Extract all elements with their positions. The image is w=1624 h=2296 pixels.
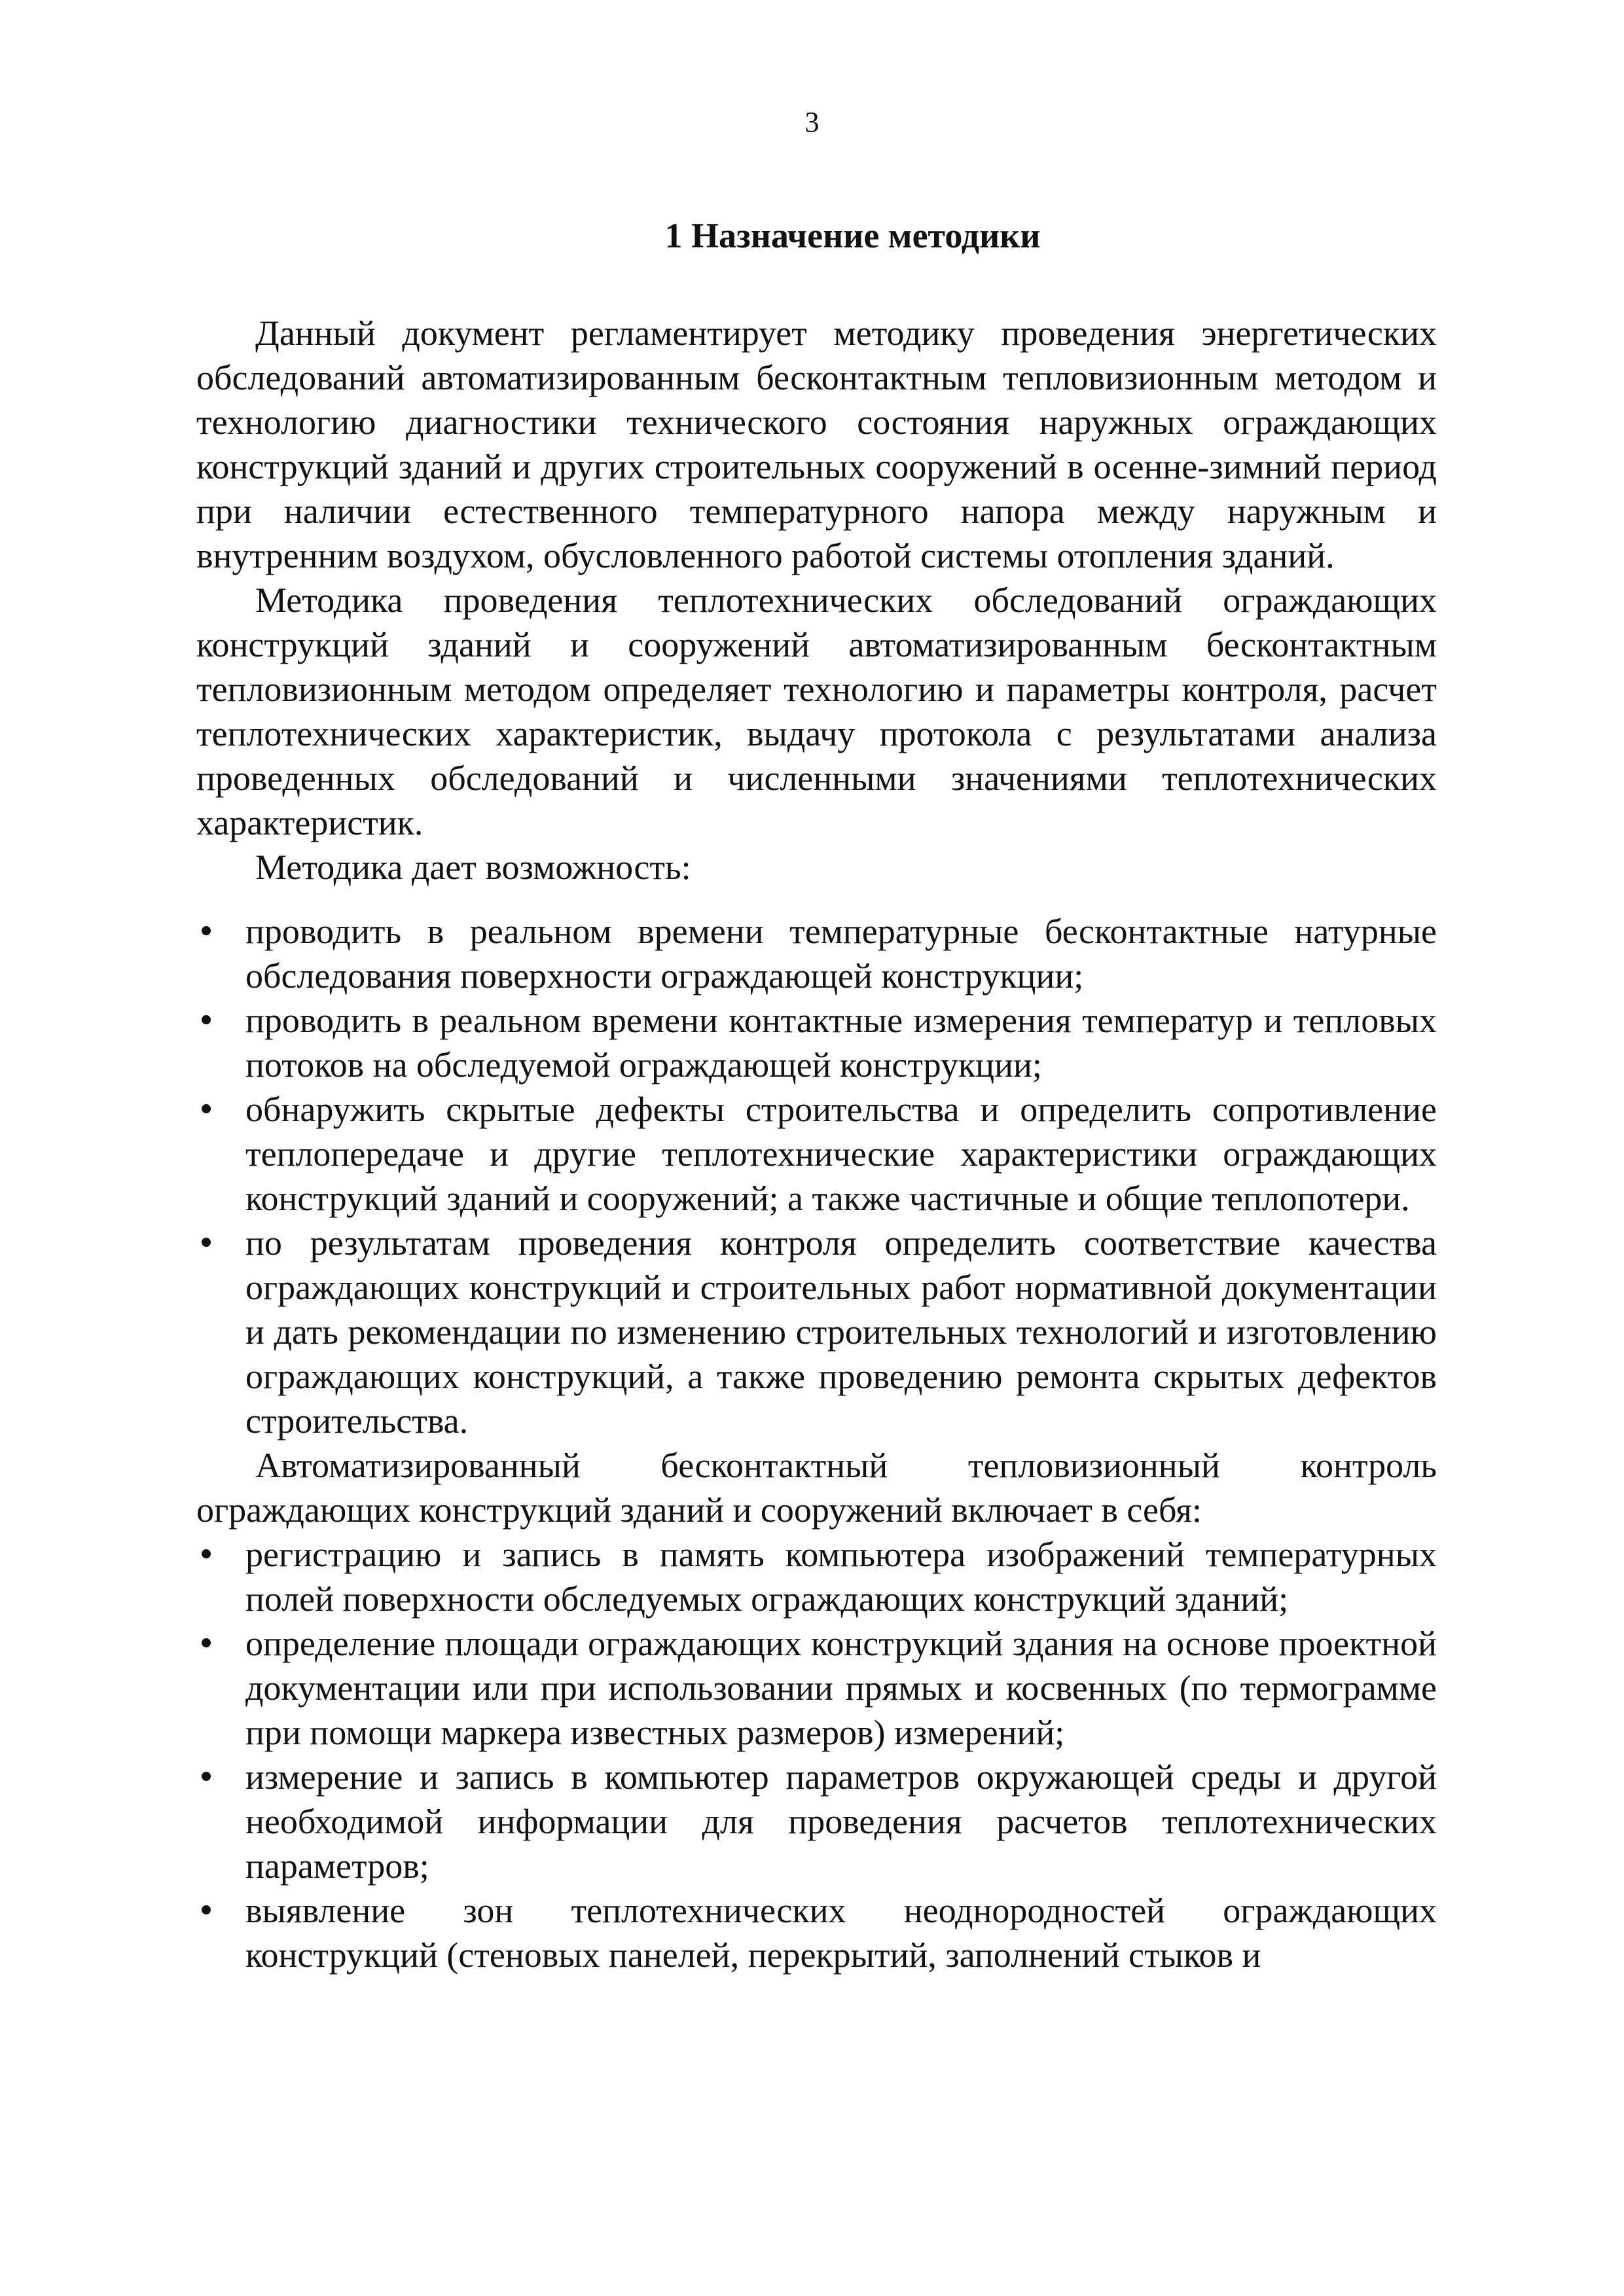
document-body (196, 213, 1437, 1977)
page-number: 3 (804, 106, 820, 138)
list-item: определение площади ограждающих конструкций здания на основе проектной документации или при использовании прямых и косвенных (по термограмме при помощи маркера известных размеров) измерений; (196, 1621, 1437, 1755)
bullet-icon (202, 926, 211, 935)
paragraph-capabilities-intro: Методика дает возможность: (255, 848, 691, 887)
list-item: обнаружить скрытые дефекты строительства и определить сопротивление теплопередаче и другие теплотехнические характеристики ограждающих конструкций зданий и сооружений; а также частичные и общие теплопотери. (196, 1087, 1437, 1221)
list-item: проводить в реальном времени контактные измерения температур и тепловых потоков на обследуемой ограждающей конструкции; (196, 998, 1437, 1087)
bullet-icon (202, 1549, 211, 1558)
control-includes-list (196, 1532, 1437, 1977)
list-item: по результатам проведения контроля определить соответствие качества ограждающих конструкций и строительных работ нормативной документации и дать рекомендации по изменению строительных технологий и изготовлению ограждающих конструкций, а также проведению ремонта скрытых дефектов строительства. (196, 1221, 1437, 1443)
list-item: выявление зон теплотехнических неоднородностей ограждающих конструкций (стеновых панелей, перекрытий, заполнений стыков и (196, 1888, 1437, 1977)
paragraph-purpose: Данный документ регламентирует методику проведения энергетических обследований автоматизированным бесконтактным тепловизионным методом и технологию диагностики технического состояния наружных ограждающих конструкций зданий и других строительных сооружений в осенне-зимний период при наличии естественного температурного напора между наружным и внутренним воздухом, обусловленного работой системы отопления зданий. (196, 314, 1437, 575)
bullet-icon (202, 1238, 211, 1247)
list-item: измерение и запись в компьютер параметров окружающей среды и другой необходимой информации для проведения расчетов теплотехнических параметров; (196, 1755, 1437, 1888)
section-heading: 1 Назначение методики (664, 216, 1041, 255)
capabilities-list (196, 909, 1437, 1443)
bullet-icon (202, 1015, 211, 1024)
paragraph-methodology: Методика проведения теплотехнических обследований ограждающих конструкций зданий и сооружений автоматизированным бесконтактным тепловизионным методом определяет технологию и параметры контроля, расчет теплотехнических характеристик, выдачу протокола с результатами анализа проведенных обследований и численными значениями теплотехнических характеристик. (196, 581, 1437, 842)
bullet-icon (202, 1638, 211, 1647)
paragraph-control-intro: Автоматизированный бесконтактный тепловизионный контроль ограждающих конструкций зданий и сооружений включает в себя: (196, 1446, 1437, 1530)
bullet-icon (202, 1905, 211, 1914)
bullet-icon (202, 1772, 211, 1781)
list-item: проводить в реальном времени температурные бесконтактные натурные обследования поверхности ограждающей конструкции; (196, 909, 1437, 998)
bullet-icon (202, 1104, 211, 1113)
list-item: регистрацию и запись в память компьютера изображений температурных полей поверхности обследуемых ограждающих конструкций зданий; (196, 1532, 1437, 1621)
